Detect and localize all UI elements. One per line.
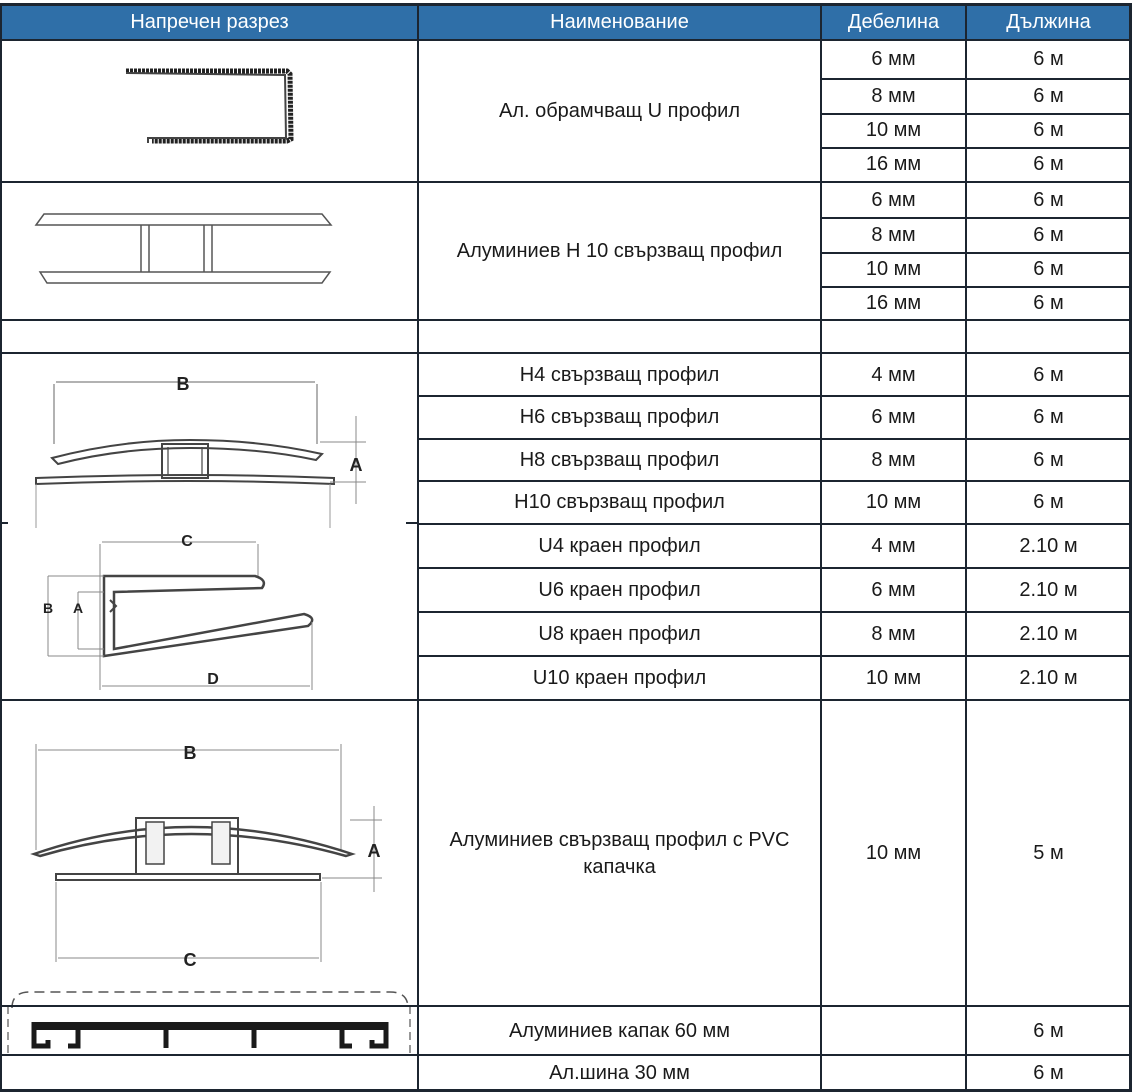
grid-line (417, 480, 1132, 482)
grid-line (0, 699, 1132, 701)
dim-b-label: B (183, 743, 197, 763)
group2-thickness: 10 мм (865, 258, 922, 280)
grid-line (0, 39, 1132, 41)
group3-length: 2.10 м (1019, 622, 1078, 645)
group3-thickness: 8 мм (871, 622, 916, 645)
group5-name: Ал.шина 30 мм (549, 1061, 690, 1084)
dim-c-label: C (181, 533, 193, 550)
group4-name: Алуминиев свързващ профил с PVC капачка (449, 829, 790, 878)
group2-length: 6 м (1033, 188, 1064, 211)
group3-thickness: 4 мм (871, 534, 916, 557)
group2-length: 6 м (1033, 258, 1064, 280)
h-aluminium-profile-drawing (0, 182, 418, 320)
group3-name: U4 краен профил (538, 534, 701, 557)
u-frame-profile-drawing (0, 40, 418, 182)
pvc-cap-profile-drawing (0, 700, 418, 1008)
grid-line (0, 522, 8, 524)
grid-line (417, 438, 1132, 440)
grid-line (0, 1005, 1132, 1007)
dim-a-label: A (72, 600, 84, 616)
group5-thickness (822, 1056, 965, 1090)
group3-thickness: 10 мм (865, 491, 922, 513)
grid-line (820, 3, 822, 1092)
group3-name: U10 краен профил (532, 666, 707, 689)
group5-name: Алуминиев капак 60 мм (508, 1019, 731, 1042)
grid-line (406, 522, 418, 524)
aluminium-cap-drawing (0, 1006, 418, 1056)
grid-line (0, 3, 2, 1092)
group3-length: 2.10 м (1019, 578, 1078, 601)
grid-line (0, 181, 1132, 183)
group3-length: 6 м (1033, 491, 1064, 513)
group3-length: 2.10 м (1019, 666, 1078, 689)
grid-line (820, 286, 1132, 288)
group3-length: 6 м (1033, 448, 1064, 471)
grid-line (0, 3, 1132, 6)
group3-name: H6 свързващ профил (519, 406, 720, 428)
header-length: Дължина (967, 5, 1130, 39)
dim-b-label: B (42, 600, 54, 616)
group5-length: 6 м (1033, 1019, 1064, 1042)
group3-name: H10 свързващ профил (514, 491, 725, 513)
group1-thickness: 10 мм (865, 119, 922, 141)
dim-c-label: C (183, 950, 197, 970)
group2-thickness: 16 мм (865, 291, 922, 314)
grid-line (0, 352, 1132, 354)
group3-length: 6 м (1033, 406, 1064, 428)
grid-line (417, 567, 1132, 569)
header-thickness: Дебелина (822, 5, 965, 39)
header-name: Наименование (419, 5, 820, 39)
group2-thickness: 6 мм (871, 188, 916, 211)
group3-length: 6 м (1033, 363, 1064, 386)
group3-name: H4 свързващ профил (519, 363, 720, 386)
group2-length: 6 м (1033, 223, 1064, 246)
group3-length: 2.10 м (1019, 534, 1078, 557)
group1-length: 6 м (1033, 84, 1064, 107)
group1-length: 6 м (1033, 153, 1064, 175)
dim-a-label: A (367, 841, 381, 861)
grid-line (820, 217, 1132, 219)
u-end-profile-drawing (0, 522, 418, 700)
group5-thickness (822, 1008, 965, 1054)
group1-thickness: 8 мм (871, 84, 916, 107)
grid-line (820, 252, 1132, 254)
dim-a-label: A (349, 455, 363, 475)
group3-name: U6 краен профил (538, 578, 701, 601)
group2-thickness: 8 мм (871, 223, 916, 246)
group1-name: Ал. обрамчващ U профил (498, 99, 741, 122)
grid-line (417, 655, 1132, 657)
group1-length: 6 м (1033, 119, 1064, 141)
group3-thickness: 6 мм (871, 578, 916, 601)
grid-line (965, 3, 967, 1092)
group1-thickness: 16 мм (865, 153, 922, 175)
group1-thickness: 6 мм (871, 48, 916, 70)
group2-length: 6 м (1033, 291, 1064, 314)
grid-line (820, 147, 1132, 149)
grid-line (820, 113, 1132, 115)
group3-thickness: 6 мм (871, 406, 916, 428)
group3-name: H8 свързващ профил (519, 448, 720, 471)
grid-line (820, 78, 1132, 80)
grid-line (417, 611, 1132, 613)
grid-line (0, 1054, 1132, 1056)
group3-thickness: 8 мм (871, 448, 916, 471)
group5-length: 6 м (1033, 1061, 1064, 1084)
grid-line (417, 523, 1132, 525)
h-connector-profile-drawing (0, 354, 418, 528)
dim-b-label: B (176, 374, 190, 394)
group1-length: 6 м (1033, 48, 1064, 70)
grid-line (417, 3, 419, 1092)
group4-thickness: 10 мм (865, 841, 922, 864)
grid-line (0, 319, 1132, 321)
group3-thickness: 10 мм (865, 666, 922, 689)
group3-name: U8 краен профил (538, 622, 701, 645)
group3-thickness: 4 мм (871, 363, 916, 386)
dim-d-label: D (207, 671, 219, 688)
group4-length: 5 м (1033, 841, 1064, 864)
header-section: Напречен разрез (2, 5, 417, 39)
grid-line (417, 395, 1132, 397)
group2-name: Алуминиев H 10 свързващ профил (456, 239, 783, 262)
